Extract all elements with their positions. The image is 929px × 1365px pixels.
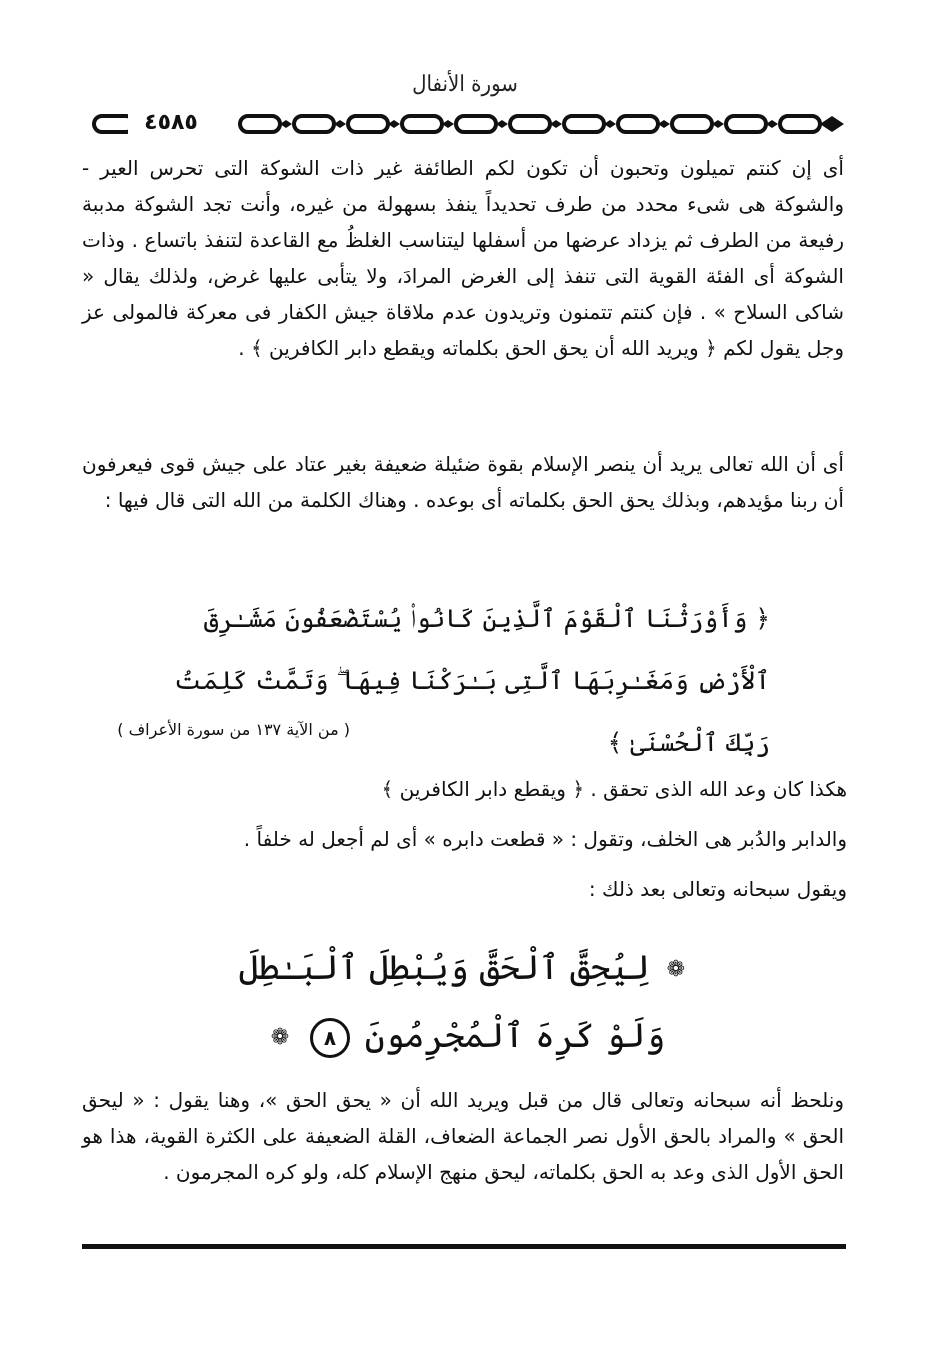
footer-rule xyxy=(82,1244,846,1249)
quran-verse-highlight xyxy=(225,935,705,1071)
paragraph: ونلحظ أنه سبحانه وتعالى قال من قبل ويريد الله أن « يحق الحق »، وهنا يقول : « ليحق الحق » والمراد بالحق الأول نصر الجماعة الضعاف، القلة الضعيفة على الكثرة القوية، هذا هو الحق الأول الذى وعد به الحق بكلماته، ليحق منهج الإسلام كله، ولو كره المجرمون . xyxy=(82,1088,844,1184)
ornament-close-icon: ❁ xyxy=(270,1025,290,1050)
verse-reference: ( من الآية ١٣٧ من سورة الأعراف ) xyxy=(117,720,350,739)
surah-title: سورة الأنفال xyxy=(412,72,518,97)
ornament-open-icon: ❁ xyxy=(666,957,686,982)
quran-verse: ﴿ وَأَوْرَثْنَا ٱلْقَوْمَ ٱلَّذِينَ كَانُوا۟ يُسْتَضْعَفُونَ مَشَـٰرِقَ ٱلْأَرْضِ وَمَغَـٰرِبَهَا ٱلَّتِى بَـٰرَكْنَا فِيهَا ۖ وَتَمَّتْ كَلِمَتُ رَبِّكَ ٱلْحُسْنَىٰ ﴾ xyxy=(174,604,770,757)
page-number: ٤٥٨٥ xyxy=(128,107,214,139)
paragraph: أى أن الله تعالى يريد أن ينصر الإسلام بقوة ضئيلة ضعيفة بغير عتاد على جيش قوى فيعرفون أن ربنا مؤيدهم، وبذلك يحق الحق بكلماته أى بوعده . وهناك الكلمة من الله التى قال فيها : xyxy=(82,452,844,512)
verse-text: لِيُحِقَّ ٱلْحَقَّ وَيُبْطِلَ ٱلْبَـٰطِلَ وَلَوْ كَرِهَ ٱلْمُجْرِمُونَ xyxy=(238,948,666,1056)
text-line: هكذا كان وعد الله الذى تحقق . ﴿ ويقطع دابر الكافرين ﴾ xyxy=(381,777,847,801)
paragraph: أى إن كنتم تميلون وتحبون أن تكون لكم الطائفة غير ذات الشوكة التى تحرس العير - والشوكة هى شىء محدد من طرف تحديداً ينفذ بسهولة من غيره، وأنت تجد الشوكة مدببة رفيعة من الطرف ثم يزداد عرضها من أسفلها ليتناسب الغلظُ مع القاعدة لتنفذ باتساع . وذات الشوكة أى الفئة القوية التى تنفذ إلى الغرض المرادَ، ولا يتأبى عليها غرض، ولذلك يقال « شاكى السلاح » . فإن كنتم تتمنون وتريدون عدم ملاقاة جيش الكفار فى معركة فالمولى عز وجل يقول لكم ﴿ ويريد الله أن يحق الحق بكلماته ويقطع دابر الكافرين ﴾ . xyxy=(82,156,844,360)
text-line: والدابر والدُبر هى الخلف، وتقول : « قطعت دابره » أى لم أجعل له خلفاً . xyxy=(243,827,847,851)
verse-number-icon: ٨ xyxy=(310,1018,350,1058)
text-line: ويقول سبحانه وتعالى بعد ذلك : xyxy=(588,877,847,901)
